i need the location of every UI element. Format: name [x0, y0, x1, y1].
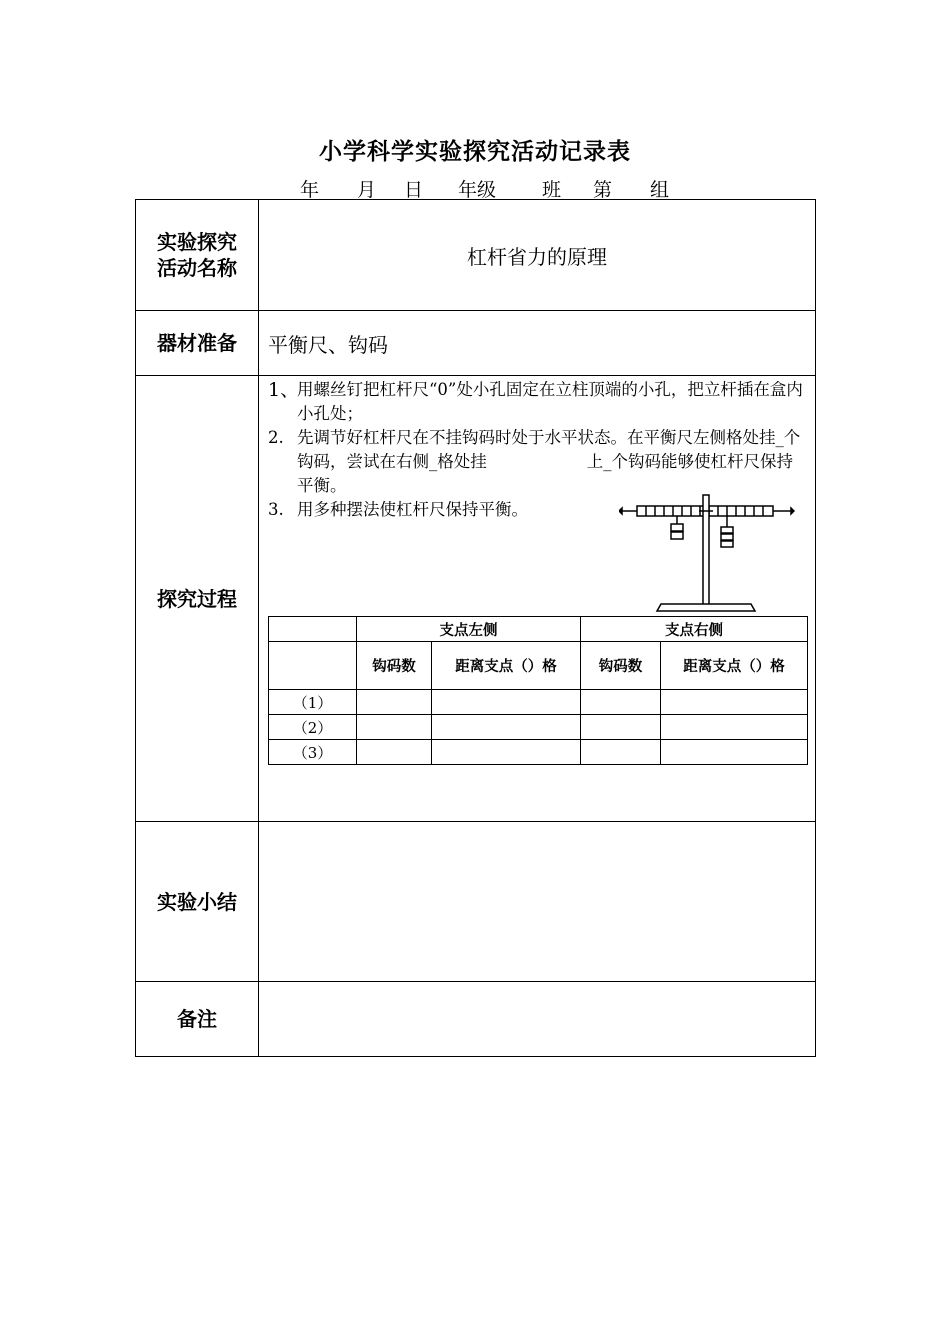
- grade-label: 年级: [458, 179, 497, 201]
- balance-data-table: [268, 616, 808, 765]
- left-distance-header: 距离支点（）格: [432, 642, 581, 690]
- right-distance-header: 距离支点（）格: [661, 642, 808, 690]
- data-table-sub-header-row: [269, 642, 808, 690]
- activity-name-row: [136, 200, 816, 311]
- right-weight-count-cell[interactable]: [581, 690, 661, 715]
- ordinal-label: 第: [593, 179, 613, 201]
- left-weight-count-cell[interactable]: [357, 740, 432, 765]
- right-distance-cell[interactable]: [661, 690, 808, 715]
- right-distance-cell[interactable]: [661, 715, 808, 740]
- right-weight-count-header: 钩码数: [581, 642, 661, 690]
- left-weight-count-cell[interactable]: [357, 690, 432, 715]
- remarks-row: [136, 982, 816, 1057]
- row-label: （2）: [269, 715, 357, 740]
- left-distance-cell[interactable]: [432, 715, 581, 740]
- step-2-text-a: 先调节好杠杆尺在不挂钩码时处于水平状态。在平衡尺左侧格处挂_个钩码，尝试在右侧_格处挂: [297, 428, 801, 471]
- page-title: 小学科学实验探究活动记录表: [319, 139, 631, 165]
- summary-value[interactable]: [259, 822, 816, 982]
- activity-name-label: [136, 200, 259, 311]
- row-label: （3）: [269, 740, 357, 765]
- day-label: 日: [404, 179, 424, 201]
- ruler-arrow-right: [791, 508, 794, 514]
- table-row: [269, 740, 808, 765]
- materials-row: [136, 311, 816, 376]
- right-weight-count-cell[interactable]: [581, 740, 661, 765]
- lever-balance-illustration: [619, 494, 795, 614]
- remarks-label: 备注: [136, 982, 259, 1057]
- left-weight-count-header: 钩码数: [357, 642, 432, 690]
- step-2-text-b: 上_个钩码能够使杠杆尺保持平衡。: [297, 452, 793, 495]
- step-3-number: 3.: [268, 500, 284, 519]
- step-3-text: 用多种摆法使杠杆尺保持平衡。: [297, 500, 528, 519]
- process-row: [136, 376, 816, 822]
- month-label: 月: [357, 179, 377, 201]
- left-distance-cell[interactable]: [432, 690, 581, 715]
- materials-label: 器材准备: [136, 311, 259, 376]
- right-side-header: 支点右侧: [581, 617, 808, 642]
- left-distance-cell[interactable]: [432, 740, 581, 765]
- summary-label: 实验小结: [136, 822, 259, 982]
- table-row: [269, 690, 808, 715]
- right-weight-3: [721, 541, 733, 547]
- right-weight-2: [721, 534, 733, 540]
- support-post: [703, 495, 709, 607]
- row-label-header: [269, 642, 357, 690]
- ruler-arrow-left: [619, 508, 622, 514]
- right-distance-cell[interactable]: [661, 740, 808, 765]
- step-1-number: 1、: [268, 379, 300, 401]
- left-weight-1: [671, 524, 683, 531]
- step-2: [268, 426, 808, 498]
- base-stand: [657, 604, 755, 611]
- left-weight-count-cell[interactable]: [357, 715, 432, 740]
- row-label: （1）: [269, 690, 357, 715]
- right-weight-count-cell[interactable]: [581, 715, 661, 740]
- left-weight-2: [671, 532, 683, 539]
- left-side-header: 支点左侧: [357, 617, 581, 642]
- process-label: 探究过程: [136, 376, 259, 822]
- materials-value[interactable]: 平衡尺、钩码: [259, 311, 816, 376]
- activity-name-value[interactable]: 杠杆省力的原理: [259, 200, 816, 311]
- step-1-text: 用螺丝钉把杠杆尺“0”处小孔固定在立柱顶端的小孔，把立杆插在盒内小孔处；: [297, 380, 803, 423]
- class-label: 班: [542, 179, 562, 201]
- corner-cell: [269, 617, 357, 642]
- year-label: 年: [300, 179, 320, 201]
- step-1: [268, 378, 808, 426]
- table-row: [269, 715, 808, 740]
- activity-name-label-line2: 活动名称: [157, 256, 237, 280]
- summary-row: [136, 822, 816, 982]
- process-content: [259, 376, 816, 822]
- remarks-value[interactable]: [259, 982, 816, 1057]
- record-form-table: [135, 199, 816, 1057]
- group-label: 组: [650, 179, 670, 201]
- activity-name-label-line1: 实验探究: [157, 230, 237, 254]
- right-weight-1: [721, 527, 733, 533]
- step-2-number: 2.: [268, 428, 284, 447]
- data-table-group-header-row: [269, 617, 808, 642]
